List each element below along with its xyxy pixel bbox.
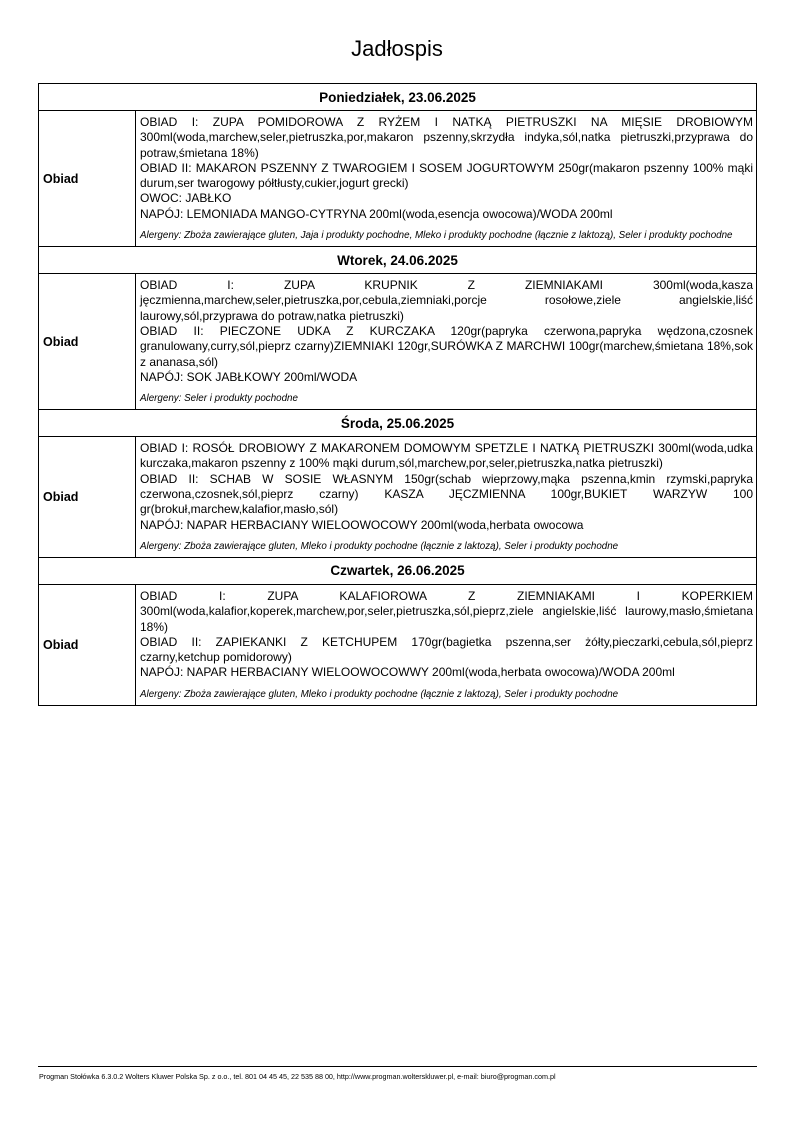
meal-label: Obiad <box>39 584 136 705</box>
dish-line: OWOC: JABŁKO <box>140 191 232 206</box>
meal-label: Obiad <box>39 437 136 558</box>
meal-row <box>39 437 757 558</box>
dish-line: OBIAD I: ZUPA KRUPNIK Z ZIEMNIAKAMI 300ml(woda,kasza jęczmienna,marchew,seler,pietruszka,por,cebula,ziemniaki,porcje rosołowe,ziele angielskie,liść laurowy,sól,przyprawa do potraw,natka pietruszki) <box>140 278 753 323</box>
day-header: Wtorek, 24.06.2025 <box>39 247 757 274</box>
meal-content <box>136 584 757 705</box>
dish-line: OBIAD II: SCHAB W SOSIE WŁASNYM 150gr(schab wieprzowy,mąka pszenna,kmin rzymski,papryka czerwona,czosnek,sól,pieprz czarny) KASZA JĘCZMIENNA 100gr,BUKIET WARZYW 100 gr(brokuł,marchew,kalafior,masło,sól) <box>140 471 753 517</box>
day-header-row <box>39 247 757 274</box>
day-header-row <box>39 410 757 437</box>
allergens-note: Alergeny: Seler i produkty pochodne <box>140 393 298 405</box>
dish-line: OBIAD I: ROSÓŁ DROBIOWY Z MAKARONEM DOMOWYM SPETZLE I NATKĄ PIETRUSZKI 300ml(woda,udka kurczaka,makaron pszenny z 100% mąki durum,sól,marchew,por,seler,pietruszka,natka pietruszki) <box>140 441 753 471</box>
day-header-row <box>39 557 757 584</box>
meal-content <box>136 111 757 247</box>
meal-label: Obiad <box>39 274 136 410</box>
page-title: Jadłospis <box>351 36 443 61</box>
allergens-note: Alergeny: Zboża zawierające gluten, Jaja i produkty pochodne, Mleko i produkty pochodne (łącznie z laktozą), Seler i produkty pochodne <box>140 230 733 242</box>
dish-line: OBIAD I: ZUPA KALAFIOROWA Z ZIEMNIAKAMI I KOPERKIEM 300ml(woda,kalafior,koperek,marchew,por,seler,pietruszka,sól,pieprz,ziele angielskie,liść laurowy,masło,śmietana 18%) <box>140 588 753 634</box>
dish-line: NAPÓJ: SOK JABŁKOWY 200ml/WODA <box>140 369 358 384</box>
meal-row <box>39 274 757 410</box>
meal-content <box>136 437 757 558</box>
dish-line: OBIAD II: ZAPIEKANKI Z KETCHUPEM 170gr(bagietka pszenna,ser żółty,pieczarki,cebula,sól,pieprz czarny,ketchup pomidorowy) <box>140 634 753 665</box>
footer-text: Progman Stołówka 6.3.0.2 Wolters Kluwer Polska Sp. z o.o., tel. 801 04 45 45, 22 535 88 00, http://www.progman.wolterskluwer.pl, e-mail: biuro@progman.com.pl <box>39 1072 556 1081</box>
day-header: Poniedziałek, 23.06.2025 <box>39 84 757 111</box>
dish-line: NAPÓJ: LEMONIADA MANGO-CYTRYNA 200ml(woda,esencja owocowa)/WODA 200ml <box>140 206 613 221</box>
allergens-note: Alergeny: Zboża zawierające gluten, Mleko i produkty pochodne (łącznie z laktozą), Seler i produkty pochodne <box>140 688 619 700</box>
dish-line: OBIAD I: ZUPA POMIDOROWA Z RYŻEM I NATKĄ PIETRUSZKI NA MIĘSIE DROBIOWYM 300ml(woda,marchew,seler,pietruszka,por,makaron pszenny,skrzydła indyka,sól,natka pietruszki,przyprawa do potraw,śmietana 18%) <box>140 115 753 160</box>
dish-line: OBIAD II: MAKARON PSZENNY Z TWAROGIEM I SOSEM JOGURTOWYM 250gr(makaron pszenny 100% mąki durum,ser twarogowy półtłusty,cukier,jogurt grecki) <box>140 160 753 191</box>
dish-line: OBIAD II: PIECZONE UDKA Z KURCZAKA 120gr(papryka czerwona,papryka wędzona,czosnek granulowany,curry,sól,pieprz czarny)ZIEMNIAKI 120gr,SURÓWKA Z MARCHWI 100gr(marchew,śmietana 18%,sok z ananasa,sól) <box>140 323 753 369</box>
meal-row <box>39 584 757 705</box>
dish-line: NAPÓJ: NAPAR HERBACIANY WIELOOWOCOWWY 200ml(woda,herbata owocowa)/WODA 200ml <box>140 665 675 680</box>
day-header: Czwartek, 26.06.2025 <box>39 557 757 584</box>
meal-row <box>39 111 757 247</box>
dish-line: NAPÓJ: NAPAR HERBACIANY WIELOOWOCOWY 200ml(woda,herbata owocowa <box>140 517 584 532</box>
meal-content <box>136 274 757 410</box>
day-header-row <box>39 84 757 111</box>
meal-label: Obiad <box>39 111 136 247</box>
footer-divider <box>38 1066 757 1067</box>
menu-table <box>38 83 757 706</box>
allergens-note: Alergeny: Zboża zawierające gluten, Mleko i produkty pochodne (łącznie z laktozą), Seler i produkty pochodne <box>140 540 619 552</box>
day-header: Środa, 25.06.2025 <box>39 410 757 437</box>
